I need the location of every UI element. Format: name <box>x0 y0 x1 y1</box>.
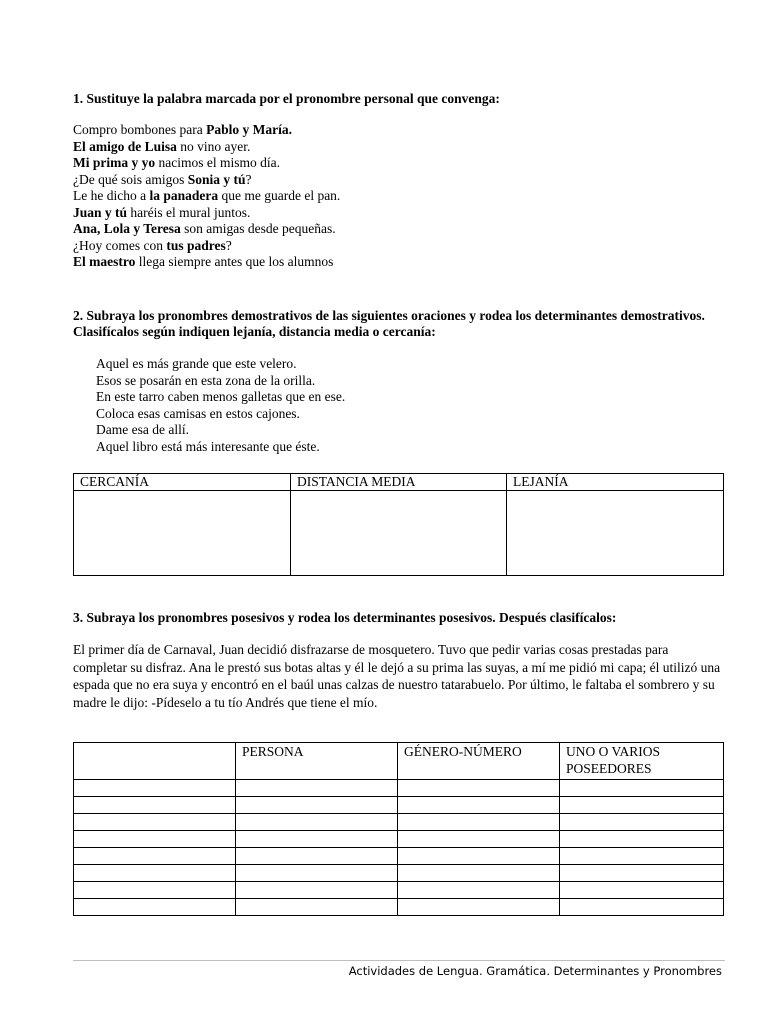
demonstrative-sentence: Dame esa de allí. <box>96 422 189 437</box>
section2-sentences <box>96 356 345 455</box>
pronoun-sentence <box>73 139 340 156</box>
pronoun-sentence <box>73 238 340 255</box>
answer-cell[interactable] <box>560 865 724 882</box>
marked-word: Ana, Lola y Teresa <box>73 221 181 236</box>
answer-row <box>74 831 724 848</box>
demonstrative-sentence: Esos se posarán en esta zona de la orilla. <box>96 372 316 388</box>
answer-cell[interactable] <box>560 831 724 848</box>
sentence-text: ¿De qué sois amigos <box>73 171 188 187</box>
sentence-text: que me guarde el pan. <box>218 188 341 203</box>
answer-row <box>74 780 724 797</box>
header-blank <box>74 743 236 780</box>
section3-heading: 3. Subraya los pronombres posesivos y rodea los determinantes posesivos. Después clasifícalos: <box>73 610 617 625</box>
answer-cell[interactable] <box>398 780 560 797</box>
answer-cell[interactable] <box>236 831 398 848</box>
pronoun-sentence <box>73 254 340 271</box>
marked-word: Sonia y tú <box>187 171 246 187</box>
answer-cell[interactable] <box>398 882 560 899</box>
header-poseedores: UNO O VARIOS POSEEDORES <box>560 743 724 780</box>
demonstrative-sentence: Aquel libro está más interesante que éste. <box>96 438 320 454</box>
answer-cell[interactable] <box>74 882 236 899</box>
sentence-text: son amigas desde pequeñas. <box>180 221 336 236</box>
answer-row <box>74 882 724 899</box>
answer-cell[interactable] <box>74 899 236 916</box>
answer-cell[interactable] <box>560 899 724 916</box>
sentence-text: llega siempre antes que los alumnos <box>135 254 334 269</box>
marked-word: Mi prima y yo <box>73 155 156 170</box>
sentence-text: haréis el mural juntos. <box>127 204 251 220</box>
answer-cell-cercania[interactable] <box>74 491 291 576</box>
answer-cell[interactable] <box>560 814 724 831</box>
footer-divider <box>73 960 725 961</box>
sentence-text: Compro bombones para <box>73 122 207 137</box>
header-distancia-media: DISTANCIA MEDIA <box>291 474 507 491</box>
pronoun-sentence <box>73 221 340 238</box>
answer-cell[interactable] <box>236 848 398 865</box>
answer-cell[interactable] <box>74 831 236 848</box>
section1-sentences <box>73 122 340 271</box>
pronoun-sentence <box>73 205 340 222</box>
answer-cell[interactable] <box>74 865 236 882</box>
marked-word: Juan y tú <box>73 204 128 220</box>
sentence-text: ? <box>245 171 252 187</box>
answer-row <box>74 899 724 916</box>
sentence-text: nacimos el mismo día. <box>155 155 280 170</box>
answer-cell[interactable] <box>236 814 398 831</box>
answer-row <box>74 848 724 865</box>
answer-cell[interactable] <box>74 797 236 814</box>
answer-cell[interactable] <box>398 848 560 865</box>
demonstrative-sentence: Aquel es más grande que este velero. <box>96 356 297 371</box>
sentence-text: ? <box>225 237 232 253</box>
possessives-table <box>73 742 724 916</box>
answer-cell[interactable] <box>74 848 236 865</box>
answer-cell[interactable] <box>398 899 560 916</box>
marked-word: tus padres <box>166 237 226 253</box>
demonstrative-sentence: En este tarro caben menos galletas que en ese. <box>96 389 346 404</box>
answer-cell[interactable] <box>236 865 398 882</box>
marked-word: El maestro <box>73 254 136 269</box>
answer-cell[interactable] <box>236 780 398 797</box>
header-lejania: LEJANÍA <box>507 474 724 491</box>
header-persona: PERSONA <box>236 743 398 780</box>
marked-word: El amigo de Luisa <box>73 138 177 154</box>
answer-cell[interactable] <box>560 882 724 899</box>
answer-cell[interactable] <box>236 797 398 814</box>
pronoun-sentence <box>73 172 340 189</box>
demonstrative-sentence: Coloca esas camisas en estos cajones. <box>96 405 300 421</box>
pronoun-sentence <box>73 155 340 172</box>
answer-row <box>74 797 724 814</box>
answer-cell[interactable] <box>560 797 724 814</box>
header-cercania: CERCANÍA <box>74 474 291 491</box>
footer-text: Actividades de Lengua. Gramática. Determinantes y Pronombres <box>348 964 722 978</box>
answer-cell[interactable] <box>236 899 398 916</box>
answer-cell[interactable] <box>560 780 724 797</box>
marked-word: la panadera <box>149 188 219 203</box>
answer-row <box>74 814 724 831</box>
answer-row <box>74 865 724 882</box>
answer-cell[interactable] <box>398 797 560 814</box>
sentence-text: no vino ayer. <box>176 138 251 154</box>
pronoun-sentence <box>73 122 340 139</box>
section2-heading: 2. Subraya los pronombres demostrativos de las siguientes oraciones y rodea los determinantes demostrativos. Clasifícalos según indiquen lejanía, distancia media o cercanía: <box>73 308 705 339</box>
answer-cell[interactable] <box>398 831 560 848</box>
marked-word: Pablo y María. <box>206 122 292 137</box>
section1-heading: 1. Sustituye la palabra marcada por el pronombre personal que convenga: <box>73 91 500 106</box>
section3-paragraph: El primer día de Carnaval, Juan decidió disfrazarse de mosquetero. Tuvo que pedir varias cosas prestadas para completar su disfraz. Ana le prestó sus botas altas y él le dejó a su prima las suyas, a mí me pidió mi capa; él utilizó una espada que no era suya y encontró en el baúl unas calzas de nuestro tatarabuelo. Por último, le faltaba el sombrero y su madre le dijo: -Pídeselo a tu tío Andrés que tiene el mío. <box>73 642 721 710</box>
sentence-text: ¿Hoy comes con <box>73 237 167 253</box>
answer-cell-lejania[interactable] <box>507 491 724 576</box>
answer-cell[interactable] <box>74 780 236 797</box>
answer-cell[interactable] <box>398 865 560 882</box>
answer-cell[interactable] <box>398 814 560 831</box>
answer-cell[interactable] <box>236 882 398 899</box>
answer-cell[interactable] <box>74 814 236 831</box>
pronoun-sentence <box>73 188 340 205</box>
answer-cell-distancia-media[interactable] <box>291 491 507 576</box>
demonstratives-table <box>73 473 724 576</box>
answer-cell[interactable] <box>560 848 724 865</box>
header-genero-numero: GÉNERO-NÚMERO <box>398 743 560 780</box>
sentence-text: Le he dicho a <box>73 188 150 203</box>
